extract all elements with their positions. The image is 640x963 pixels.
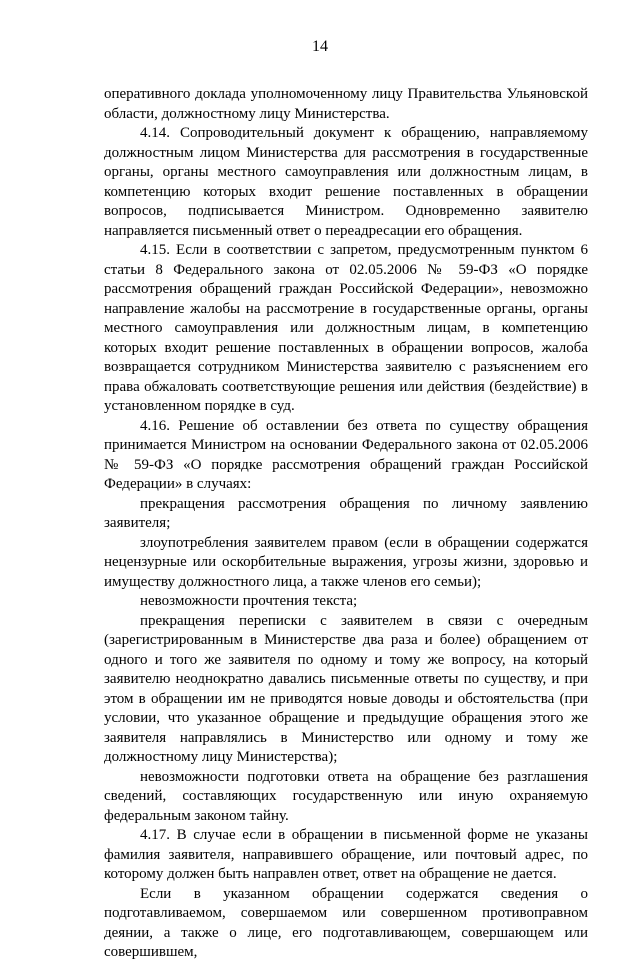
page-number: 14 (312, 38, 328, 55)
paragraph: прекращения переписки с заявителем в связи с очередным (зарегистрированным в Министерстве два раза и более) обращением от одного и того же заявителя по одному и тому же вопросу, на который заявителю неоднократно давались письменные ответы по существу, и при этом в обращении им не приводятся новые доводы и обстоятельства (при условии, что указанное обращение и предыдущие обращения этого же заявителя направлялись в Министерство или одному и тому же должностному лицу Министерства); (104, 612, 588, 765)
paragraph: невозможности прочтения текста; (140, 593, 358, 609)
document-body (104, 85, 588, 963)
paragraph: 4.14. Сопроводительный документ к обращению, направляемому должностным лицом Министерства для рассмотрения в государственные органы, органы местного самоуправления или должностным лицам, в компетенцию которых входит решение поставленных в обращении вопросов, подписывается Министром. Одновременно заявителю направляется письменный ответ о переадресации его обращения. (104, 125, 588, 239)
paragraph: 4.17. В случае если в обращении в письменной форме не указаны фамилия заявителя, направившего обращение, или почтовый адрес, по которому должен быть направлен ответ, ответ на обращение не дается. (104, 827, 588, 882)
paragraph: злоупотребления заявителем правом (если в обращении содержатся нецензурные или оскорбительные выражения, угрозы жизни, здоровью и имуществу должностного лица, а также членов его семьи); (104, 534, 588, 590)
paragraph: прекращения рассмотрения обращения по личному заявлению заявителя; (104, 495, 588, 531)
paragraph: невозможности подготовки ответа на обращение без разглашения сведений, составляющих государственную или иную охраняемую федеральным законом тайну. (104, 768, 588, 824)
paragraph: 4.16. Решение об оставлении без ответа по существу обращения принимается Министром на основании Федерального закона от 02.05.2006 № 59-ФЗ «О порядке рассмотрения обращений граждан Российской Федерации» в случаях: (104, 417, 588, 492)
paragraph: оперативного доклада уполномоченному лицу Правительства Ульяновской области, должностному лицу Министерства. (104, 86, 588, 122)
paragraph: 4.15. Если в соответствии с запретом, предусмотренным пунктом 6 статьи 8 Федерального закона от 02.05.2006 № 59-ФЗ «О порядке рассмотрения обращений граждан Российской Федерации», невозможно направление жалобы на рассмотрение в государственные органы, органы местного самоуправления или должностным лицам, в компетенцию которых входит решение поставленных в обращении вопросов, жалоба возвращается сотрудником Министерства заявителю с разъяснением его права обжаловать соответствующие решения или действия (бездействие) в установленном порядке в суд. (104, 242, 588, 414)
paragraph: Если в указанном обращении содержатся сведения о подготавливаемом, совершаемом или совершенном противоправном деянии, а также о лице, его подготавливающем, совершающем или совершившем, (104, 885, 588, 960)
